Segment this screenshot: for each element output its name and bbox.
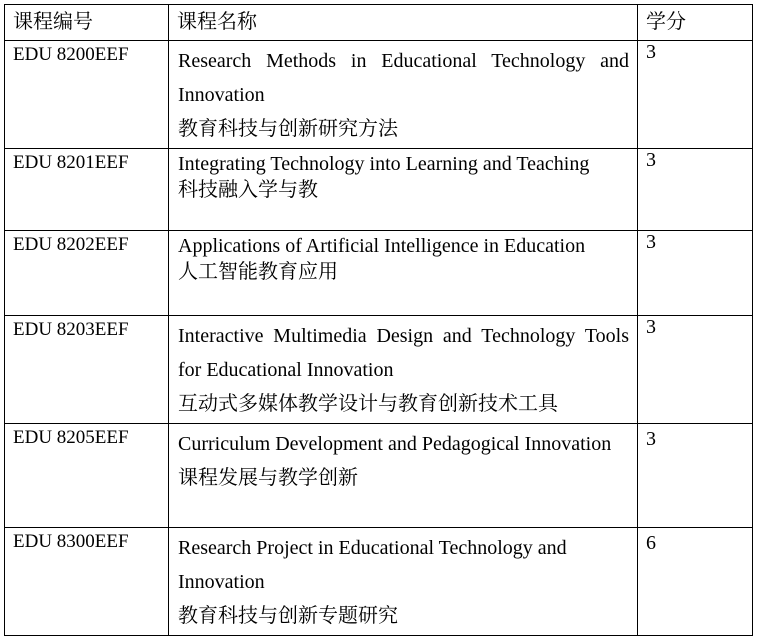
credit-value: 3 — [646, 231, 656, 253]
course-name-cell — [169, 231, 638, 316]
course-code: EDU 8200EEF — [13, 44, 129, 65]
course-title-en: Research Methods in Educational Technology and Innovation — [178, 50, 629, 106]
header-course-code — [5, 5, 169, 41]
course-title-cn: 科技融入学与教 — [178, 179, 318, 201]
course-code: EDU 8201EEF — [13, 152, 129, 173]
header-credits-label: 学分 — [646, 11, 686, 33]
course-name-cell — [169, 316, 638, 424]
course-code: EDU 8202EEF — [13, 234, 129, 255]
course-name-cell — [169, 424, 638, 528]
credit-cell — [638, 424, 753, 528]
course-title-en: Applications of Artificial Intelligence in Education — [178, 235, 586, 257]
course-code-cell — [5, 316, 169, 424]
header-course-code-label: 课程编号 — [13, 11, 93, 33]
course-code: EDU 8300EEF — [13, 531, 129, 552]
course-code-cell — [5, 41, 169, 149]
header-credits — [638, 5, 753, 41]
table-row — [5, 316, 753, 424]
course-title-cn: 人工智能教育应用 — [178, 261, 338, 283]
credit-cell — [638, 149, 753, 231]
course-code-cell — [5, 149, 169, 231]
course-code-cell — [5, 528, 169, 636]
table-row — [5, 41, 753, 149]
course-code-cell — [5, 424, 169, 528]
credit-value: 3 — [646, 149, 656, 171]
course-title-cn: 互动式多媒体教学设计与教育创新技术工具 — [178, 393, 558, 415]
header-course-name-label: 课程名称 — [177, 11, 257, 33]
course-name-cell — [169, 41, 638, 149]
credit-value: 3 — [646, 316, 656, 338]
course-table — [4, 4, 753, 636]
credit-value: 3 — [646, 41, 656, 63]
credit-cell — [638, 231, 753, 316]
course-code-cell — [5, 231, 169, 316]
table-header-row — [5, 5, 753, 41]
credit-value: 3 — [646, 428, 656, 450]
table-row — [5, 149, 753, 231]
course-title-cn: 课程发展与教学创新 — [178, 467, 358, 489]
credit-cell — [638, 316, 753, 424]
table-row — [5, 231, 753, 316]
course-title-en: Research Project in Educational Technology and Innovation — [178, 537, 567, 593]
course-title-en: Integrating Technology into Learning and Teaching — [178, 153, 590, 175]
course-name-cell — [169, 149, 638, 231]
course-title-cn: 教育科技与创新专题研究 — [178, 605, 398, 627]
header-course-name — [169, 5, 638, 41]
course-title-en: Interactive Multimedia Design and Technology Tools for Educational Innovation — [178, 325, 629, 381]
course-code: EDU 8203EEF — [13, 319, 129, 340]
credit-value: 6 — [646, 532, 656, 554]
course-code: EDU 8205EEF — [13, 427, 129, 448]
course-title-en: Curriculum Development and Pedagogical Innovation — [178, 433, 612, 455]
course-title-cn: 教育科技与创新研究方法 — [178, 118, 398, 140]
credit-cell — [638, 528, 753, 636]
table-row — [5, 424, 753, 528]
credit-cell — [638, 41, 753, 149]
table-row — [5, 528, 753, 636]
course-name-cell — [169, 528, 638, 636]
